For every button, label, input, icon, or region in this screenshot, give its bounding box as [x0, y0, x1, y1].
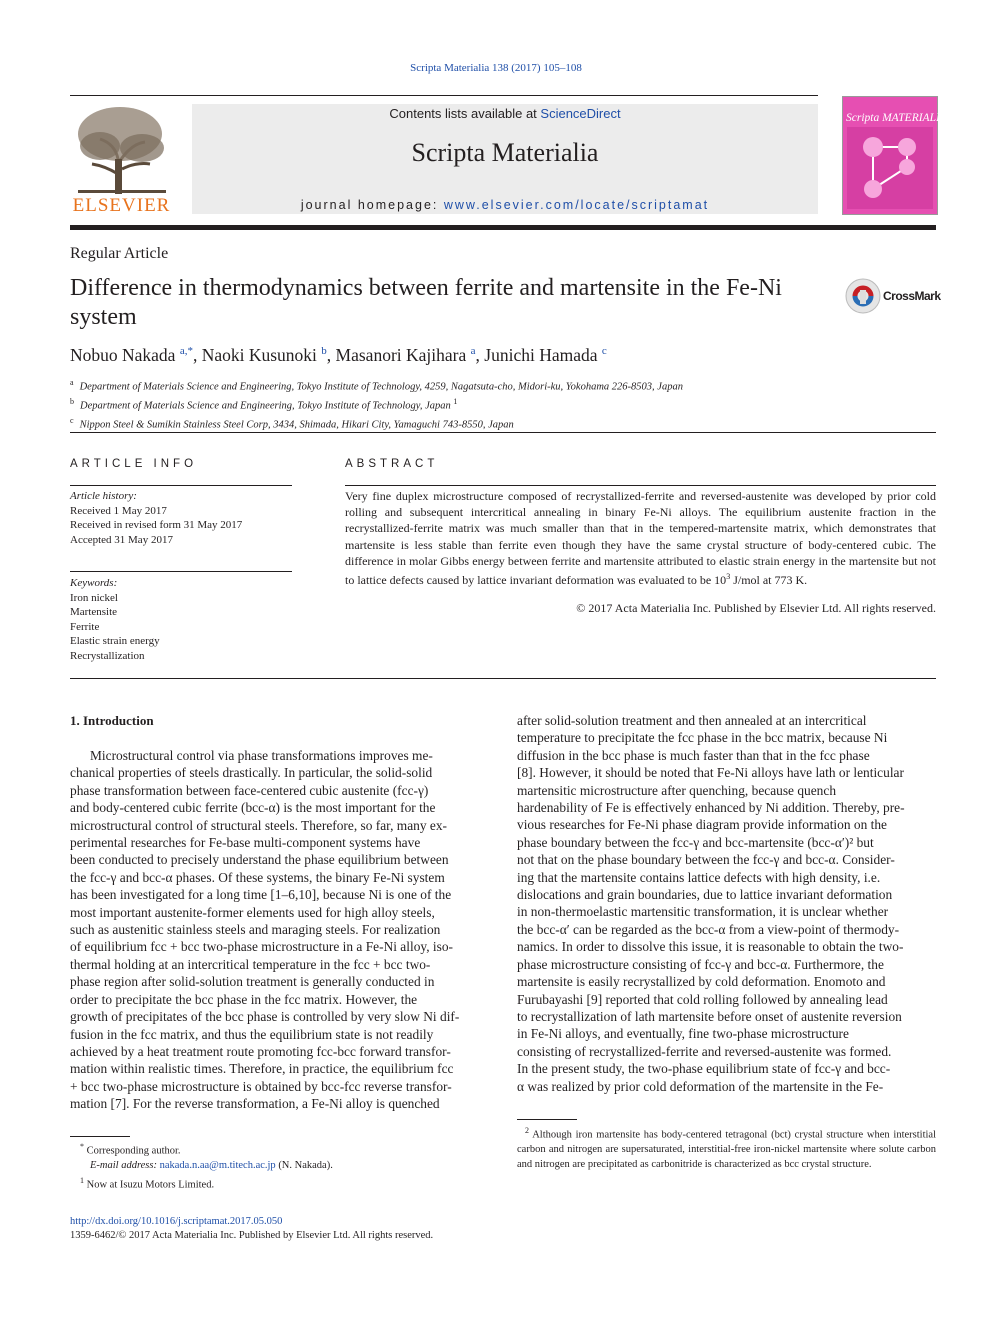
text-line: to recrystallization of lath martensite before onset of austenite reversion — [517, 1008, 902, 1024]
text-line: and body-centered cubic ferrite (bcc-α) is the most important for the — [70, 800, 436, 816]
text-line: chanical properties of steels drastically. In particular, the solid-solid — [70, 765, 433, 781]
abstract-text: Very fine duplex microstructure composed of recrystallized-ferrite and reversed-austenite was developed by prior cold rolling and subsequent intercritical annealing in binary Fe-Ni alloys. The equilibrium austenite fraction in the recrystallized-ferrite matrix was much smaller than that in the tempered-martensite matrix, which demonstrates that martensite is less stable than ferrite even though they have the same crystal structure of body-centered cubic. The difference in molar Gibbs energy between ferrite and martensite attributed to elastic strain energy in the martensite but not to lattice defects caused by lattice invariant deformation was evaluated to be $10^3$ J/mol at 773 K. — [345, 489, 936, 588]
text-line: perimental researches for Fe-base multi-component systems have — [70, 835, 421, 851]
affiliation-item: $^c$ Nippon Steel & Sumikin Stainless Steel Corp, 3434, Shimada, Hikari City, Yamaguchi 743-8550, Japan — [70, 416, 514, 431]
affiliation-item: $^b$ Department of Materials Science and Engineering, Tokyo Institute of Technology, Japan $^1$ — [70, 397, 458, 412]
keyword: Iron nickel — [70, 591, 118, 604]
text-line: diffusion in the bcc phase is much faster than that in the fcc phase — [517, 747, 870, 763]
footnote-rule — [70, 1136, 130, 1137]
text-line: ing that the martensite contains lattice defects with high density, i.e. — [517, 869, 881, 885]
text-line: the fcc-γ and bcc-α phases. Of these systems, the binary Fe-Ni system — [70, 869, 445, 885]
article-title: Difference in thermodynamics between ferrite and martensite in the Fe-Ni system — [70, 275, 782, 330]
author-affiliation-mark[interactable]: a,* — [179, 345, 193, 358]
author-name[interactable]: Junichi Hamada — [484, 345, 598, 365]
journal-title: Scripta Materialia — [411, 138, 599, 167]
masthead-bottom-rule — [70, 225, 936, 230]
text-line: the bcc-α′ can be regarded as the bcc-α from a view-point of thermody- — [517, 921, 900, 937]
text-line: not that on the phase boundary between the fcc-γ and bcc-α. Consider- — [517, 852, 895, 868]
affiliations — [70, 376, 683, 433]
text-line: phase boundary between the fcc-γ and bcc-martensite (bcc-α′)² but — [517, 834, 874, 850]
footnotes-left: * Corresponding author. E-mail address: nakada.n.aa@m.titech.ac.jp (N. Nakada). $^1$ Now at Isuzu Motors Limited. — [80, 1142, 333, 1190]
keyword: Martensite — [70, 606, 118, 618]
masthead-top-rule — [70, 95, 818, 96]
text-line: phase region after solid-solution treatment is generally conducted in — [70, 974, 435, 990]
cover-title: Scripta MATERIALIA — [846, 112, 947, 124]
contents-line: Contents lists available at ScienceDirect — [389, 106, 621, 121]
text-line: In the present study, the two-phase equilibrium state of fcc-γ and bcc- — [517, 1061, 891, 1077]
author-name[interactable]: Masanori Kajihara — [335, 345, 467, 365]
homepage-link[interactable]: www.elsevier.com/locate/scriptamat — [443, 198, 710, 212]
text-line: α was realized by prior cold deformation of the martensite in the Fe- — [517, 1078, 884, 1094]
text-line: fusion in the fcc matrix, and thus the equilibrium state is not readily — [70, 1026, 434, 1042]
text-line: in Fe-Ni alloys, and eventually, fine two-phase microstructure — [517, 1026, 849, 1042]
author-affiliation-mark[interactable]: b — [321, 345, 327, 358]
divider — [70, 485, 292, 486]
author-affiliation-mark[interactable]: a — [470, 345, 476, 358]
text-line: achieved by a heat treatment route promoting fcc-bcc forward transfor- — [70, 1043, 451, 1059]
text-line: of equilibrium fcc + bcc two-phase microstructure in a Fe-Ni alloy, iso- — [70, 939, 453, 955]
text-line: microstructural control of structural steels. Therefore, so far, many ex- — [70, 817, 447, 833]
author-name[interactable]: Naoki Kusunoki — [201, 345, 317, 365]
journal-homepage: journal homepage: www.elsevier.com/locate/scriptamat — [300, 198, 710, 212]
text-line: has been investigated for a long time [1–6,10], because Ni is one of the — [70, 887, 452, 903]
section-heading: 1. Introduction — [70, 713, 154, 728]
text-line: mation within realistic times. Therefore, in practice, the equilibrium fcc — [70, 1061, 454, 1077]
text-line: martensitic microstructure after quenching, because quench — [517, 782, 837, 798]
text-line: been conducted to precisely understand the phase equilibrium between — [70, 852, 449, 868]
keyword: Recrystallization — [70, 649, 145, 662]
text-line: namics. In order to dissolve this issue, it is reasonable to obtain the two- — [517, 939, 904, 955]
body-column-left — [70, 747, 489, 1113]
text-line: hardenability of Fe is effectively enhanced by Ni addition. Thereby, pre- — [517, 800, 905, 816]
text-line: + bcc two-phase microstructure is obtained by bcc-fcc reverse transfor- — [70, 1078, 452, 1094]
article-history: Article history: Received 1 May 2017 Received in revised form 31 May 2017 Accepted 31 May 2017 — [70, 490, 243, 546]
email-link[interactable]: nakada.n.aa@m.titech.ac.jp — [159, 1160, 276, 1171]
footnote-right: $^2$ Although iron martensite has body-centered tetragonal (bct) crystal structure when interstitial carbon and nitrogen are supersaturated, interstitial-free iron-nickel martensite where solute carbon and nitrogen are precipitated as carbonitride is characterized as bcc crystal structure. — [517, 1126, 937, 1170]
text-line: temperature to precipitate the fcc phase in the bcc matrix, because Ni — [517, 730, 888, 746]
article-info-heading: ARTICLE INFO — [70, 458, 198, 470]
divider — [70, 571, 292, 572]
elsevier-wordmark: ELSEVIER — [72, 195, 171, 216]
text-line: most important austenite-former elements used for high alloy steels, — [70, 904, 435, 920]
keywords: Keywords: Iron nickel Martensite Ferrite Elastic strain energy Recrystallization — [70, 576, 300, 663]
text-line: thermal holding at an intercritical temperature in the fcc + bcc two- — [70, 956, 431, 972]
article-type: Regular Article — [70, 245, 169, 262]
sciencedirect-link[interactable]: ScienceDirect — [540, 106, 621, 121]
author-affiliation-mark[interactable]: c — [601, 345, 607, 358]
keyword: Elastic strain energy — [70, 635, 160, 647]
text-line: growth of precipitates of the bcc phase is controlled by very slow Ni dif- — [70, 1009, 460, 1025]
doi-link[interactable]: http://dx.doi.org/10.1016/j.scriptamat.2017.05.050 — [70, 1216, 283, 1227]
text-line: order to precipitate the bcc phase in the fcc matrix. However, the — [70, 991, 418, 1007]
text-line: martensite is easily recrystallized by cold deformation. Enomoto and — [517, 974, 886, 990]
divider — [345, 485, 936, 486]
abstract-heading: ABSTRACT — [345, 458, 439, 470]
journal-citation[interactable]: Scripta Materialia 138 (2017) 105–108 — [410, 62, 582, 74]
affiliation-item: $^a$ Department of Materials Science and Engineering, Tokyo Institute of Technology, 4259, Nagatsuta-cho, Midori-ku, Yokohama 226-8503, Japan — [70, 378, 683, 393]
text-line: such as austenitic stainless steels and maraging steels. For realization — [70, 922, 441, 938]
issn-line: 1359-6462/© 2017 Acta Materialia Inc. Published by Elsevier Ltd. All rights reserved. — [70, 1230, 434, 1241]
keyword: Ferrite — [70, 620, 100, 633]
crossmark-label[interactable]: CrossMark — [883, 289, 941, 303]
author-name[interactable]: Nobuo Nakada — [70, 345, 176, 365]
divider — [70, 432, 936, 433]
text-line: phase microstructure consisting of fcc-γ and bcc-α. Furthermore, the — [517, 956, 884, 972]
text-line: in non-thermoelastic martensitic transformation, it is unclear whether — [517, 904, 889, 920]
text-line: Furubayashi [9] reported that cold rolling followed by annealing lead — [517, 991, 888, 1007]
author-list: Nobuo Nakada $^{a,*}$, Naoki Kusunoki $^b$, Masanori Kajihara $^a$, Junichi Hamada $^c$ — [70, 345, 607, 365]
abstract-copyright: © 2017 Acta Materialia Inc. Published by Elsevier Ltd. All rights reserved. — [576, 601, 936, 615]
text-line: dislocations and grain boundaries, due to lattice invariant deformation — [517, 887, 893, 903]
crossmark-icon — [845, 278, 881, 314]
footnote-rule — [517, 1119, 577, 1120]
text-line: mation [7]. For the reverse transformation, a Fe-Ni alloy is quenched — [70, 1096, 440, 1112]
body-column-right — [517, 712, 936, 1095]
text-line: after solid-solution treatment and then annealed at an intercritical — [517, 713, 867, 728]
text-line: vious researches for Fe-Ni phase diagram provide information on the — [517, 817, 887, 833]
text-line: phase transformation between face-centered cubic austenite (fcc-γ) — [70, 782, 429, 798]
text-line: Microstructural control via phase transformations improves me- — [90, 748, 433, 763]
divider — [70, 678, 936, 679]
text-line: consisting of recrystallized-ferrite and reversed-austenite was formed. — [517, 1043, 892, 1059]
text-line: [8]. However, it should be noted that Fe-Ni alloys have lath or lenticular — [517, 765, 904, 781]
